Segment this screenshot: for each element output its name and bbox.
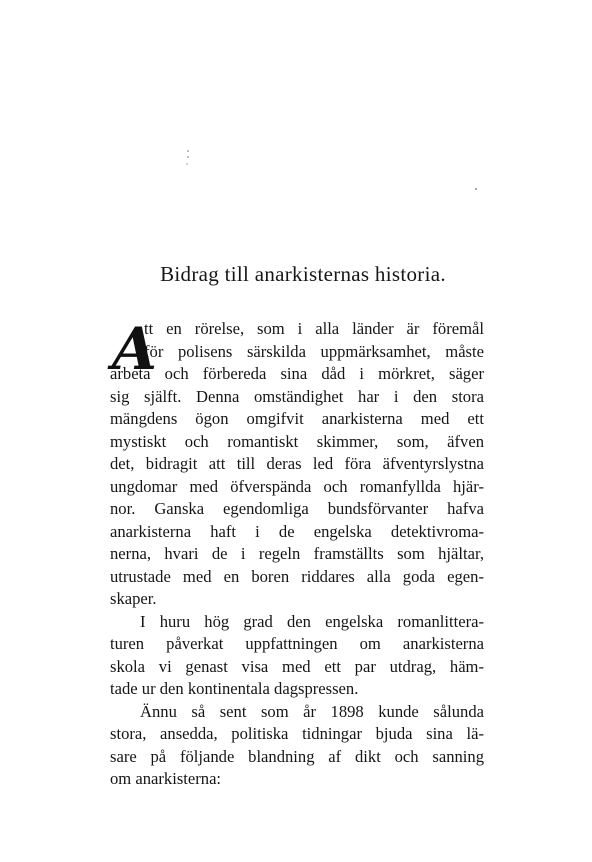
speck [186, 163, 187, 164]
text-line: I huru hög grad den engelska romanlittera- [140, 611, 484, 631]
text-line: sare på följande blandning af dikt och sanning [110, 746, 484, 766]
text-line: arbeta och förbereda sina dåd i mörkret, säger [110, 364, 484, 383]
text-line: utrustade med en boren riddares alla goda egen- [110, 566, 484, 586]
text-line: om anarkisterna: [110, 769, 222, 788]
text-line: mystiskt och romantiskt skimmer, som, äfven [110, 431, 484, 451]
paragraph-2 [110, 611, 484, 701]
text-line: för polisens särskilda uppmärksamhet, måste [144, 341, 484, 361]
text-line: ungdomar med öfverspända och romanfyllda hjär- [110, 476, 484, 496]
text-line: turen påverkat uppfattningen om anarkisterna [110, 634, 484, 653]
speck [187, 156, 189, 158]
speck [475, 188, 477, 190]
text-line: stora, ansedda, politiska tidningar bjuda sina lä- [110, 724, 484, 743]
text-line: skaper. [110, 589, 157, 608]
text-line: mängdens ögon omgifvit anarkisterna med ett [110, 409, 484, 428]
text-line: tade ur den kontinentala dagspressen. [110, 679, 359, 698]
text-line: skola vi genast visa med ett par utdrag, häm- [110, 656, 484, 676]
speck [187, 150, 189, 152]
text-line: tt en rörelse, som i alla länder är föremål [144, 319, 484, 338]
text-line: sig själft. Denna omständighet har i den stora [110, 386, 484, 406]
text-line: det, bidragit att till deras led föra äfventyrslystna [110, 454, 484, 473]
text-line: nerna, hvari de i regeln framställts som hjältar, [110, 544, 484, 563]
paragraph-3 [110, 701, 484, 791]
drop-cap: A [112, 315, 158, 383]
text-line: Ännu så sent som år 1898 kunde sålunda [140, 701, 484, 721]
text-line: anarkisterna haft i de engelska detektivroma- [110, 521, 484, 541]
paragraph-1 [110, 315, 484, 611]
text-line: nor. Ganska egendomliga bundsförvanter hafva [110, 499, 484, 518]
page-title: Bidrag till anarkisternas historia. [160, 262, 446, 286]
